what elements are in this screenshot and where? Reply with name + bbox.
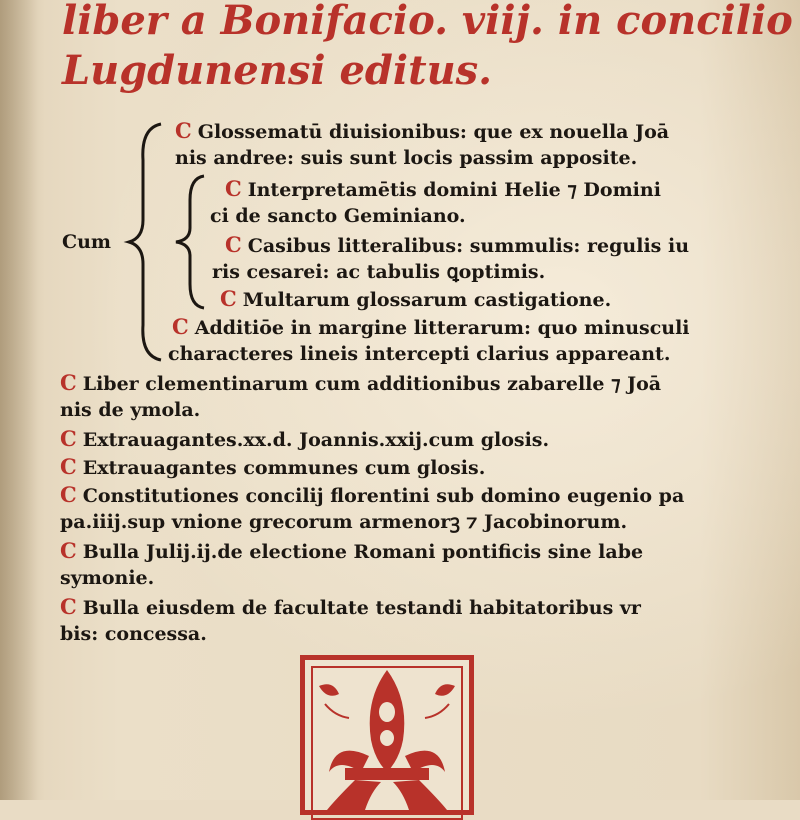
group-outro-line-2: characteres lineis intercepti clarius appareant.	[168, 343, 671, 365]
entry-line-6: pa.iiij.sup vnione grecorum armenorꝫ ⁊ Jacobinorum.	[60, 511, 628, 533]
pilcrow-icon: C	[172, 314, 189, 339]
entry-line-4: C Extrauagantes communes cum glosis.	[60, 454, 486, 479]
entry-line-8: symonie.	[60, 567, 155, 589]
pilcrow-icon: C	[60, 594, 77, 619]
cum-label: Cum	[62, 231, 112, 253]
entry-line-2: nis de ymola.	[60, 399, 201, 421]
subgroup-line-4: ris cesarei: ac tabulis ꝗoptimis.	[212, 261, 546, 283]
entry-line-5: C Constitutiones concilij florentini sub domino eugenio pa	[60, 482, 685, 507]
pilcrow-icon: C	[60, 454, 77, 479]
entry-line-1: C Liber clementinarum cum additionibus zabarelle ⁊ Joā	[60, 370, 662, 395]
inner-brace-icon	[172, 172, 208, 312]
pilcrow-icon: C	[225, 232, 242, 257]
entry-line-7: C Bulla Julij.ij.de electione Romani pontificis sine labe	[60, 538, 644, 563]
pilcrow-icon: C	[60, 538, 77, 563]
fleur-de-lis-icon	[305, 660, 469, 810]
group-outro-line-1: C Additiōe in margine litterarum: quo minusculi	[172, 314, 690, 339]
title-line-2: Lugdunensi editus.	[62, 47, 493, 94]
printers-device-fleur-de-lis	[300, 655, 474, 815]
group-intro-line-1: C Glossematū diuisionibus: que ex nouella Joā	[175, 118, 670, 143]
outer-brace-icon	[125, 120, 165, 365]
pilcrow-icon: C	[60, 370, 77, 395]
page-gutter-shadow	[0, 0, 38, 800]
entry-line-3: C Extrauagantes.xx.d. Joannis.xxij.cum glosis.	[60, 426, 550, 451]
subgroup-line-3: C Casibus litteralibus: summulis: regulis iu	[225, 232, 690, 257]
entry-line-10: bis: concessa.	[60, 623, 207, 645]
pilcrow-icon: C	[220, 286, 237, 311]
pilcrow-icon: C	[60, 426, 77, 451]
pilcrow-icon: C	[225, 176, 242, 201]
pilcrow-icon: C	[60, 482, 77, 507]
subgroup-line-5: C Multarum glossarum castigatione.	[220, 286, 612, 311]
entry-line-9: C Bulla eiusdem de facultate testandi habitatoribus vr	[60, 594, 641, 619]
subgroup-line-1: C Interpretamētis domini Helie ⁊ Domini	[225, 176, 661, 201]
subgroup-line-2: ci de sancto Geminiano.	[210, 205, 466, 227]
title-line-1: liber a Bonifacio. viij. in concilio	[62, 0, 793, 44]
group-intro-line-2: nis andree: suis sunt locis passim apposite.	[175, 147, 638, 169]
pilcrow-icon: C	[175, 118, 192, 143]
